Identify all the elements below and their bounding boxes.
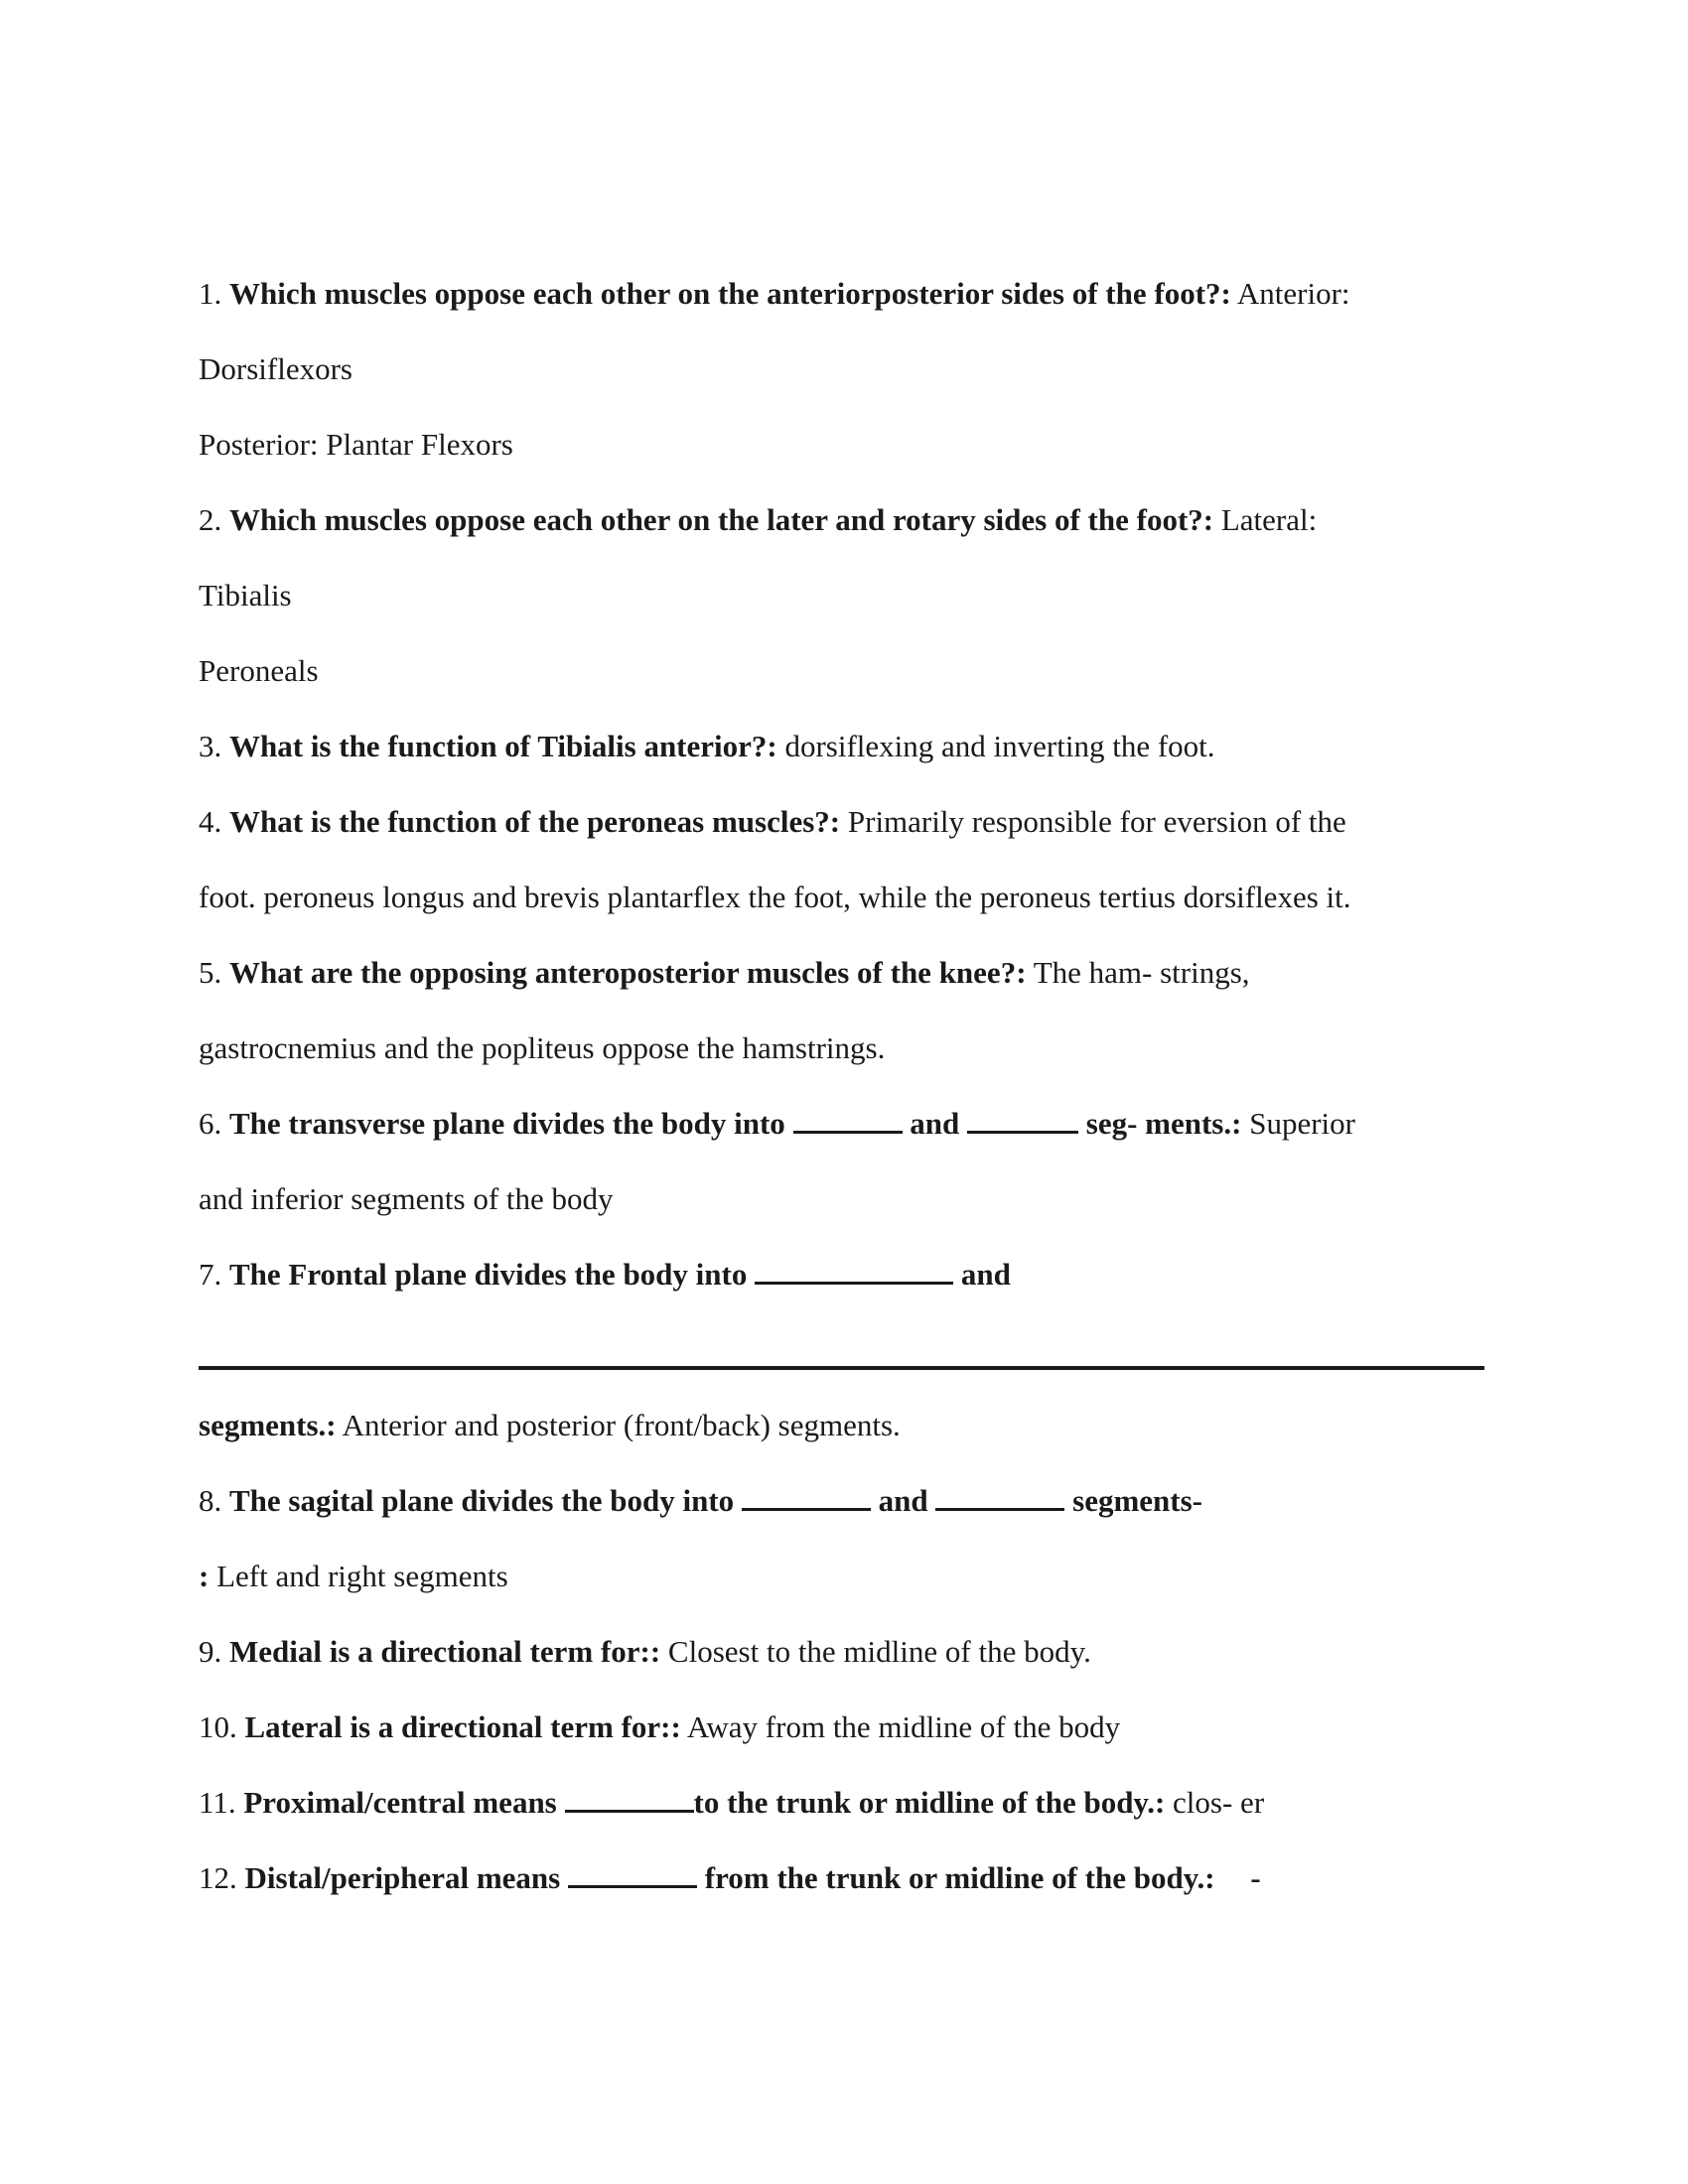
question-number: 1. xyxy=(199,276,222,311)
question-7-line xyxy=(199,1255,1011,1295)
fill-in-blank xyxy=(793,1107,903,1134)
answer-text: The ham- strings, xyxy=(1026,955,1250,990)
answer-text: Tibialis xyxy=(199,578,292,613)
question-text: Proximal/central means xyxy=(243,1785,557,1820)
answer-text: and inferior segments of the body xyxy=(199,1181,614,1216)
question-12-line xyxy=(199,1858,1261,1898)
fill-in-blank xyxy=(755,1258,953,1285)
question-number: 7. xyxy=(199,1257,222,1292)
answer-text: Dorsiflexors xyxy=(199,351,352,386)
question-6-line xyxy=(199,1104,1355,1144)
answer-8-line-2 xyxy=(199,1557,508,1596)
question-number: 6. xyxy=(199,1106,222,1141)
question-text: The sagital plane divides the body into xyxy=(229,1483,735,1518)
question-text: The transverse plane divides the body into xyxy=(229,1106,785,1141)
question-11-line xyxy=(199,1783,1264,1823)
question-text: to the trunk or midline of the body.: xyxy=(693,1785,1166,1820)
answer-2-line-2 xyxy=(199,576,292,615)
question-text: Distal/peripheral means xyxy=(244,1860,561,1895)
fill-in-blank xyxy=(742,1484,871,1511)
question-text: What is the function of Tibialis anterior?: xyxy=(229,729,777,763)
question-text: and xyxy=(960,1257,1011,1292)
question-number: 2. xyxy=(199,502,222,537)
question-number: 11. xyxy=(199,1785,236,1820)
answer-2-line-3 xyxy=(199,651,319,691)
answer-text: Away from the midline of the body xyxy=(680,1709,1121,1744)
fill-in-blank xyxy=(967,1107,1078,1134)
answer-text: Posterior: Plantar Flexors xyxy=(199,427,513,462)
question-number: 5. xyxy=(199,955,222,990)
question-text: What are the opposing anteroposterior muscles of the knee?: xyxy=(229,955,1027,990)
question-text: Lateral is a directional term for:: xyxy=(244,1709,681,1744)
answer-text: Peroneals xyxy=(199,653,319,688)
question-4-line xyxy=(199,802,1346,842)
answer-text: foot. peroneus longus and brevis plantarflex the foot, while the peroneus tertius dorsiflexes it. xyxy=(199,880,1351,914)
fill-in-blank xyxy=(935,1484,1064,1511)
question-text: segments- xyxy=(1072,1483,1202,1518)
question-number: 10. xyxy=(199,1709,237,1744)
answer-1-line-3 xyxy=(199,425,513,465)
question-text: seg- ments.: xyxy=(1085,1106,1242,1141)
question-7-line-2 xyxy=(199,1406,901,1445)
answer-text: Anterior and posterior (front/back) segments. xyxy=(336,1408,901,1442)
question-text: Which muscles oppose each other on the anteriorposterior sides of the foot?: xyxy=(229,276,1231,311)
question-number: 12. xyxy=(199,1860,237,1895)
answer-text: Left and right segments xyxy=(209,1559,508,1593)
question-1-line xyxy=(199,274,1350,314)
question-10-line xyxy=(199,1707,1120,1747)
fill-in-blank-long xyxy=(199,1366,1484,1370)
question-text: : xyxy=(199,1559,210,1593)
question-text: and xyxy=(878,1483,928,1518)
question-text: and xyxy=(910,1106,960,1141)
question-text: segments.: xyxy=(199,1408,337,1442)
answer-4-line-2 xyxy=(199,878,1351,917)
question-text: The Frontal plane divides the body into xyxy=(229,1257,748,1292)
answer-5-line-2 xyxy=(199,1028,885,1068)
fill-in-blank xyxy=(565,1786,694,1813)
answer-text: clos- er xyxy=(1165,1785,1265,1820)
fill-in-blank xyxy=(568,1861,697,1888)
question-text: Which muscles oppose each other on the later and rotary sides of the foot?: xyxy=(229,502,1214,537)
answer-text: Superior xyxy=(1241,1106,1355,1141)
question-number: 8. xyxy=(199,1483,222,1518)
question-number: 9. xyxy=(199,1634,222,1669)
question-3-line xyxy=(199,727,1215,766)
answer-1-line-2 xyxy=(199,349,352,389)
question-text: What is the function of the peroneas muscles?: xyxy=(229,804,841,839)
question-8-line xyxy=(199,1481,1202,1521)
question-text: Medial is a directional term for:: xyxy=(229,1634,661,1669)
answer-6-line-2 xyxy=(199,1179,614,1219)
answer-text: dorsiflexing and inverting the foot. xyxy=(776,729,1215,763)
answer-text: Anterior: xyxy=(1230,276,1350,311)
question-9-line xyxy=(199,1632,1091,1672)
question-5-line xyxy=(199,953,1250,993)
question-2-line xyxy=(199,500,1317,540)
question-text: from the trunk or midline of the body.: xyxy=(704,1860,1215,1895)
question-number: 3. xyxy=(199,729,222,763)
answer-text: Primarily responsible for eversion of the xyxy=(840,804,1346,839)
answer-text: - xyxy=(1250,1860,1261,1895)
answer-text: gastrocnemius and the popliteus oppose the hamstrings. xyxy=(199,1030,886,1065)
answer-text: Lateral: xyxy=(1213,502,1318,537)
question-number: 4. xyxy=(199,804,222,839)
answer-text: Closest to the midline of the body. xyxy=(660,1634,1091,1669)
